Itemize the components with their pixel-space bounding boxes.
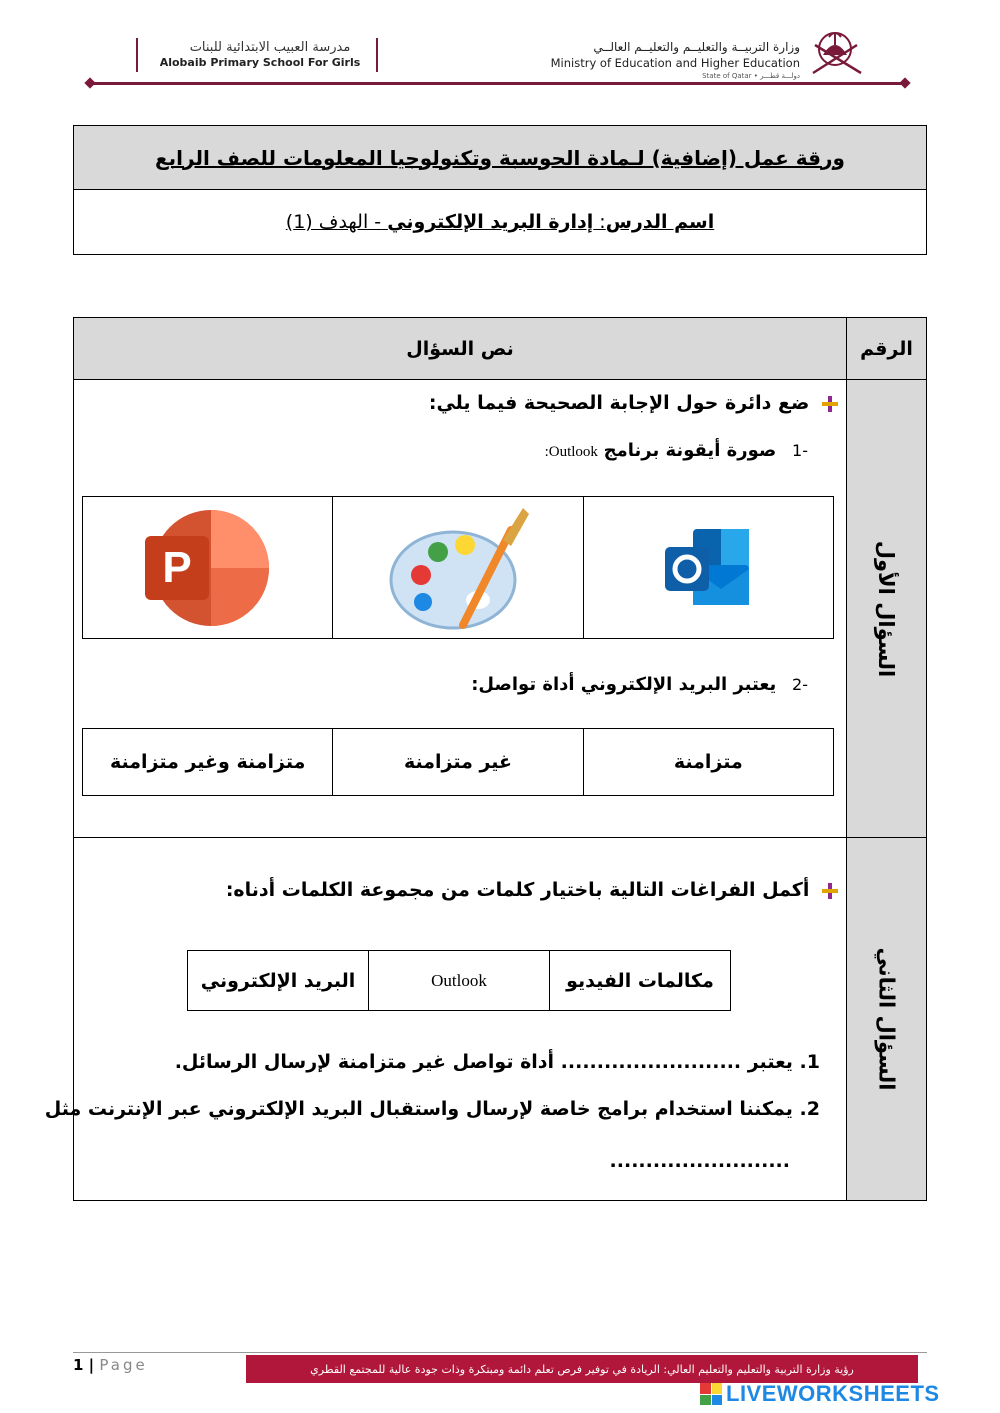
q1-icon-options bbox=[82, 496, 834, 639]
q2-instruction: أكمل الفراغات التالية باختيار كلمات من مجموعة الكلمات أدناه: bbox=[225, 879, 810, 901]
qatar-emblem-icon bbox=[805, 25, 870, 80]
option-both[interactable]: متزامنة وغير متزامنة bbox=[109, 751, 306, 773]
lesson-goal: - الهدف (1) bbox=[285, 211, 382, 233]
option-outlook[interactable] bbox=[583, 497, 833, 638]
q2-label: السؤال الثاني bbox=[874, 947, 899, 1091]
header-number: الرقم bbox=[860, 338, 913, 360]
ministry-name-arabic: وزارة التربيــة والتعليــم والتعليــم العالــي bbox=[593, 40, 800, 54]
bullet-star-icon bbox=[822, 396, 838, 412]
q2-instruction-row bbox=[226, 879, 838, 901]
footer-divider bbox=[73, 1352, 927, 1353]
outlook-icon bbox=[663, 525, 753, 610]
svg-text:P: P bbox=[161, 542, 192, 592]
lesson-label: اسم الدرس bbox=[605, 211, 715, 233]
page-number bbox=[73, 1356, 148, 1374]
watermark-text: LIVEWORKSHEETS bbox=[726, 1381, 940, 1406]
q2-label-cell bbox=[847, 838, 926, 1200]
worksheet-title: ورقة عمل (إضافية) لـمادة الحوسبة وتكنولوجيا المعلومات للصف الرابع bbox=[155, 145, 845, 170]
liveworksheets-logo-icon bbox=[700, 1383, 722, 1405]
option-paint[interactable] bbox=[332, 497, 582, 638]
row-divider bbox=[74, 837, 926, 838]
school-name-arabic: مدرسة العبيب الابتدائية للبنات bbox=[189, 40, 351, 55]
ministry-vision-banner: رؤية وزارة التربية والتعليم والتعليم العالي: الريادة في توفير فرص تعلم دائمة ومبتكرة وذات جودة عالية للمجتمع القطري bbox=[246, 1355, 918, 1383]
paint-icon bbox=[383, 500, 533, 635]
page-separator: | bbox=[83, 1356, 100, 1374]
q1-item1-text: صورة أيقونة برنامج bbox=[603, 440, 777, 461]
page-word: Page bbox=[99, 1356, 148, 1374]
word-outlook: Outlook bbox=[368, 951, 549, 1010]
worksheet-title-box bbox=[73, 125, 927, 255]
questions-table bbox=[44, 317, 927, 1201]
header-question-text: نص السؤال bbox=[406, 338, 514, 360]
q1-item1-number: -1 bbox=[792, 441, 808, 460]
school-name-english: Alobaib Primary School For Girls bbox=[159, 56, 361, 69]
option-powerpoint[interactable] bbox=[83, 497, 332, 638]
word-email: البريد الإلكتروني bbox=[200, 969, 356, 992]
q1-text-options bbox=[82, 728, 834, 796]
ministry-name-english: Ministry of Education and Higher Education bbox=[550, 56, 800, 70]
lesson-name: إدارة البريد الإلكتروني bbox=[387, 211, 594, 233]
q2-sentence-2: 2. يمكننا استخدام برامج خاصة لإرسال واستقبال البريد الإلكتروني عبر الإنترنت مثل bbox=[44, 1098, 820, 1120]
q1-item2 bbox=[471, 674, 808, 695]
q1-item2-number: -2 bbox=[792, 675, 808, 694]
page-number-value: 1 bbox=[73, 1356, 84, 1374]
q1-item2-text: يعتبر البريد الإلكتروني أداة تواصل: bbox=[471, 674, 777, 695]
q1-item1-program: Outlook: bbox=[544, 444, 598, 460]
ministry-state: State of Qatar • دولـــة قطـــر bbox=[702, 72, 800, 80]
lesson-row bbox=[74, 190, 926, 254]
q1-label: السؤال الأول bbox=[874, 540, 899, 677]
header-divider bbox=[90, 82, 905, 85]
q1-item1 bbox=[545, 440, 808, 461]
option-synchronous[interactable]: متزامنة bbox=[583, 729, 833, 795]
bullet-star-icon bbox=[822, 883, 838, 899]
lesson-title: اسم الدرس: إدارة البريد الإلكتروني - الهدف (1) bbox=[285, 211, 715, 233]
option-asynchronous[interactable]: غير متزامنة bbox=[332, 729, 582, 795]
q2-sentence-2-blank[interactable]: ......................... bbox=[609, 1150, 790, 1172]
q1-instruction: ضع دائرة حول الإجابة الصحيحة فيما يلي: bbox=[428, 392, 810, 414]
q2-sentence-1: 1. يعتبر ......................... أداة تواصل غير متزامنة لإرسال الرسائل. bbox=[174, 1051, 820, 1073]
liveworksheets-watermark bbox=[700, 1380, 995, 1408]
q2-word-bank bbox=[187, 950, 731, 1011]
q1-label-cell bbox=[847, 380, 926, 837]
title-row bbox=[74, 126, 926, 190]
powerpoint-icon bbox=[143, 508, 273, 628]
word-video-calls: مكالمات الفيديو bbox=[549, 951, 730, 1010]
q1-instruction-row bbox=[429, 392, 838, 414]
